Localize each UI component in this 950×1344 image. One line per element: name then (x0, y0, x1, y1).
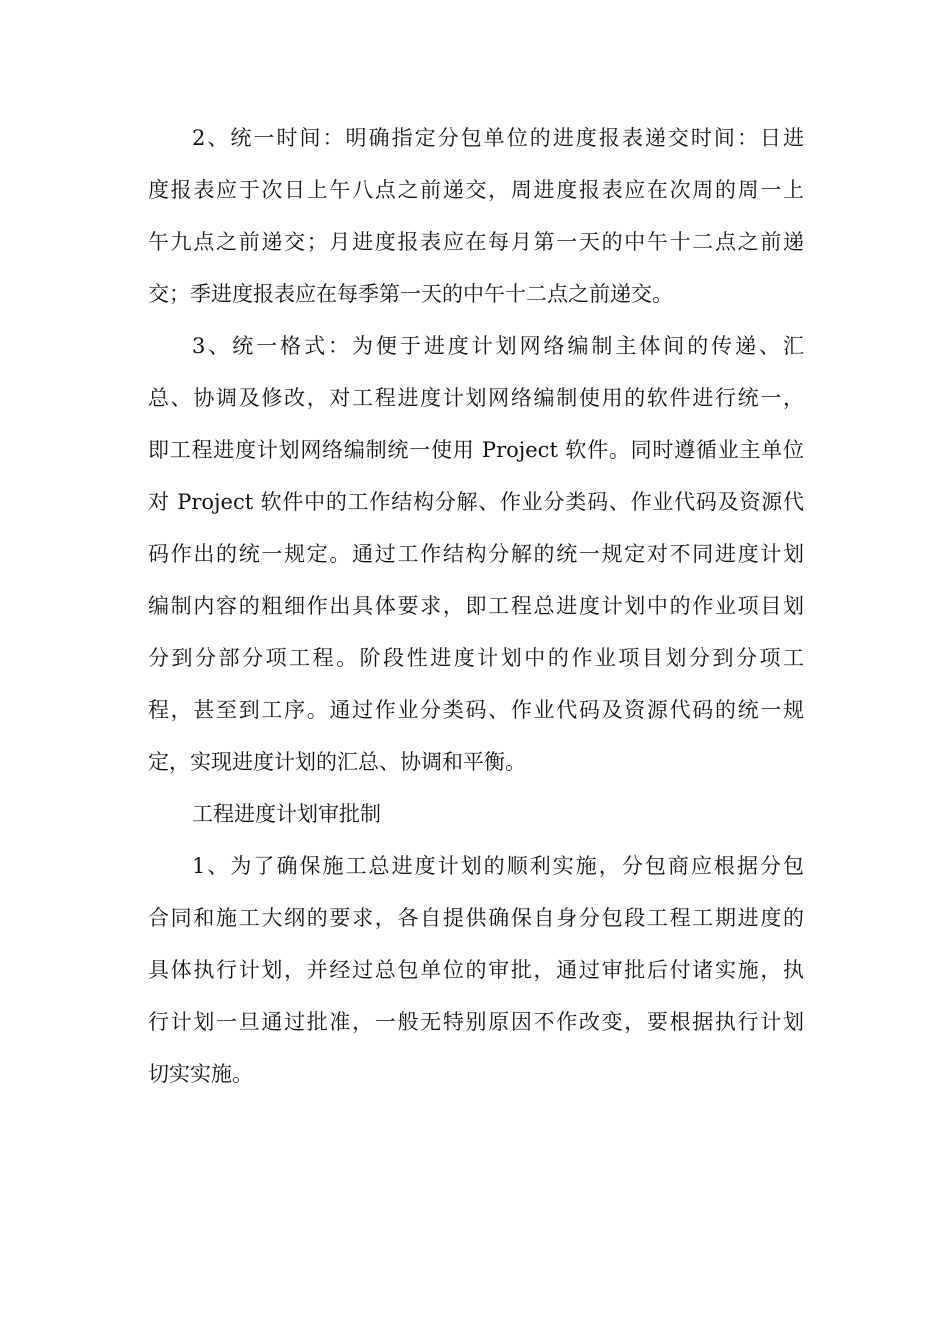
text-line: 编制内容的粗细作出具体要求，即工程总进度计划中的作业项目划 (148, 594, 804, 618)
document-body (148, 112, 804, 1100)
paragraph-unified-time (148, 112, 804, 320)
text-line: 程，甚至到工序。通过作业分类码、作业代码及资源代码的统一规 (148, 698, 804, 722)
heading-text: 工程进度计划审批制 (192, 802, 381, 826)
text-line: 行计划一旦通过批准，一般无特别原因不作改变，要根据执行计划 (148, 1010, 804, 1034)
text-line: 码作出的统一规定。通过工作结构分解的统一规定对不同进度计划 (148, 542, 804, 566)
text-line: 切实实施。 (148, 1062, 253, 1086)
text-line: 总、协调及修改，对工程进度计划网络编制使用的软件进行统一， (148, 386, 804, 410)
text-line: 具体执行计划，并经过总包单位的审批，通过审批后付诸实施，执 (148, 958, 804, 982)
text-line: 交；季进度报表应在每季第一天的中午十二点之前递交。 (148, 282, 673, 306)
text-line: 午九点之前递交；月进度报表应在每月第一天的中午十二点之前递 (148, 230, 804, 254)
paragraph-approval (148, 840, 804, 1100)
text-line: 度报表应于次日上午八点之前递交，周进度报表应在次周的周一上 (148, 178, 804, 202)
text-line: 1、为了确保施工总进度计划的顺利实施，分包商应根据分包 (192, 854, 804, 878)
text-line: 3、统一格式：为便于进度计划网络编制主体间的传递、汇 (192, 334, 804, 358)
paragraph-unified-format (148, 320, 804, 788)
text-line: 分到分部分项工程。阶段性进度计划中的作业项目划分到分项工 (148, 646, 804, 670)
text-line: 对 Project 软件中的工作结构分解、作业分类码、作业代码及资源代 (148, 490, 804, 514)
section-heading (148, 788, 804, 840)
text-line: 定，实现进度计划的汇总、协调和平衡。 (148, 750, 526, 774)
text-line: 即工程进度计划网络编制统一使用 Project 软件。同时遵循业主单位 (148, 438, 804, 462)
text-line: 2、统一时间：明确指定分包单位的进度报表递交时间：日进 (192, 126, 804, 150)
text-line: 合同和施工大纲的要求，各自提供确保自身分包段工程工期进度的 (148, 906, 804, 930)
